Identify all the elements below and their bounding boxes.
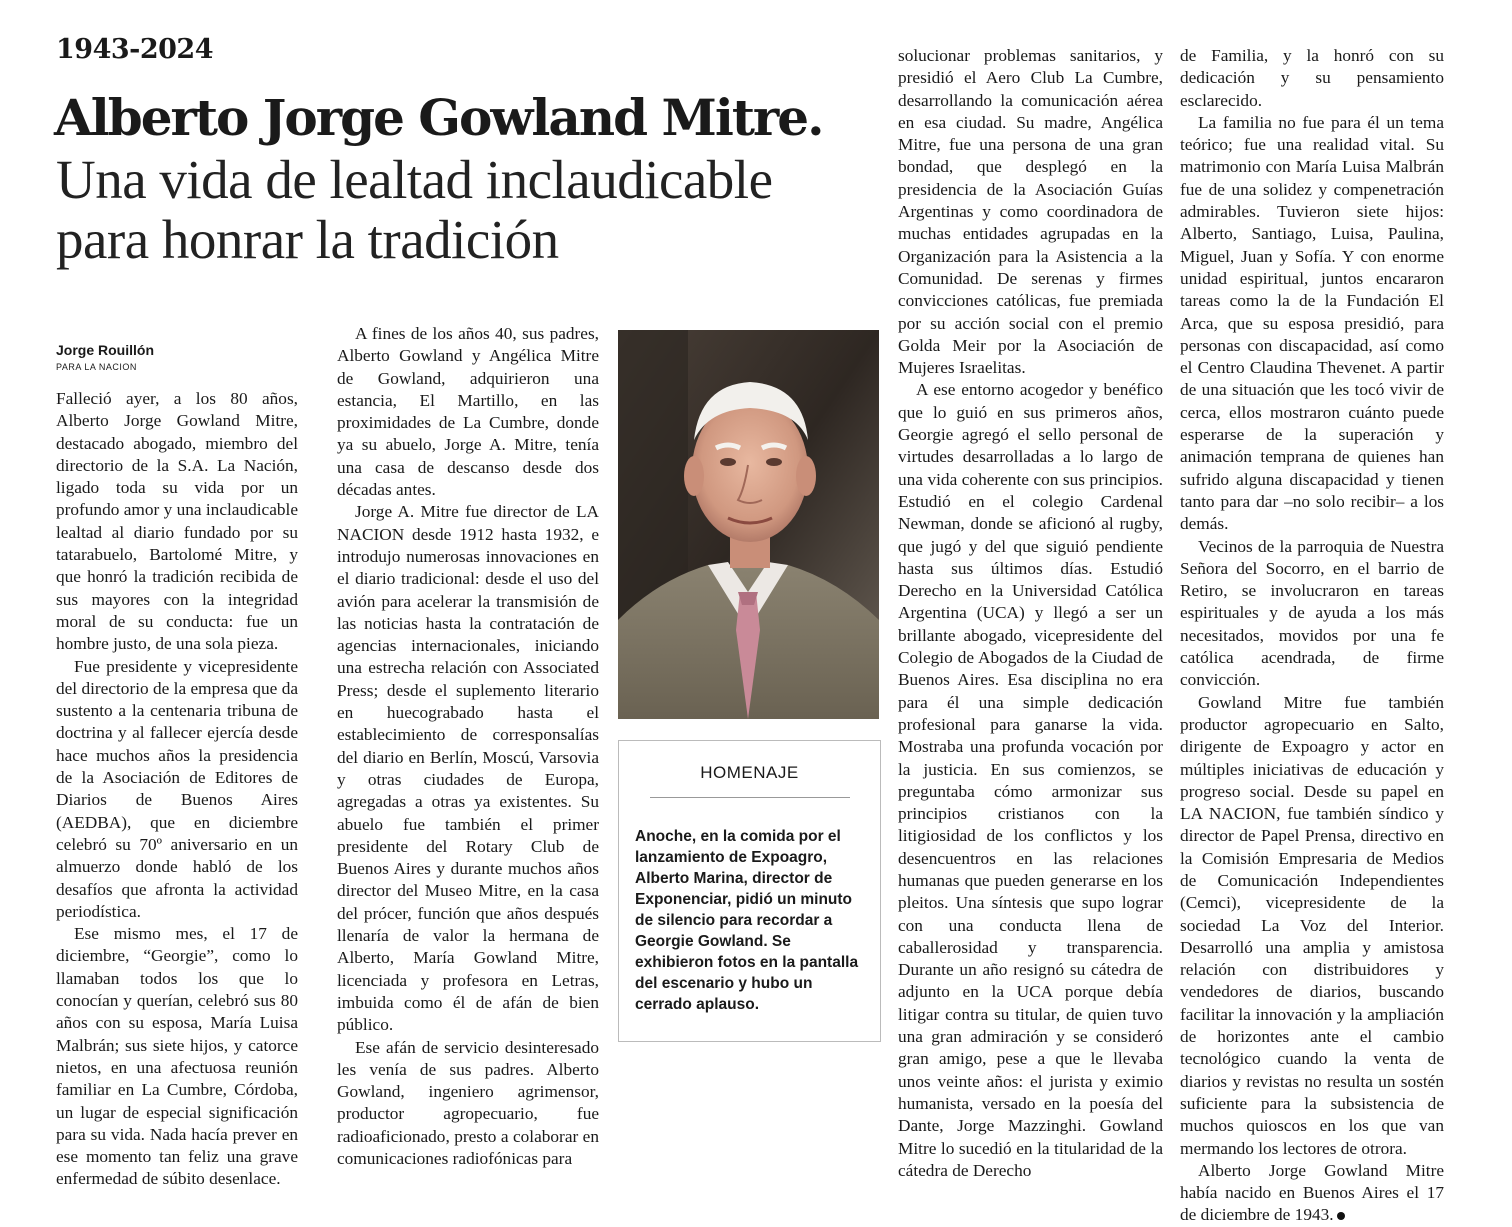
sidebar-text: Anoche, en la comida por el lanzamiento de Expoagro, Alberto Marina, director de Exponenciar, pidió un minuto de silencio para recordar a Georgie Gowland. Se exhibieron fotos en la pantalla del escenario y hubo un cerrado aplauso. bbox=[635, 828, 859, 1013]
article-column-4 bbox=[1180, 45, 1444, 1227]
dates-kicker: 1943-2024 bbox=[56, 34, 213, 65]
sidebar-divider bbox=[650, 797, 850, 798]
paragraph: de Familia, y la honró con su dedicación y su pensamiento esclarecido. bbox=[1180, 46, 1444, 110]
paragraph: Fue presidente y vicepresidente del directorio de la empresa que da sustento a la centenaria tribuna de doctrina y al fallecer ejercía desde hace muchos años la presidencia de la Asociación de Editores de Diarios de Buenos Aires (AEDBA), que en diciembre celebró su 70º aniversario en un almuerzo donde habló de los desafíos que afronta la actividad periodística. bbox=[56, 656, 298, 921]
portrait-illustration bbox=[618, 330, 879, 719]
byline-author: Jorge Rouillón bbox=[56, 342, 154, 358]
paragraph: La familia no fue para él un tema teórico; fue una realidad vital. Su matrimonio con María Luisa Malbrán fue de una solidez y compenetración admirables. Tuvieron siete hijos: Alberto, Santiago, Luisa, Paulina, Miguel, Juan y Sofía. Y con enorme unidad espiritual, juntos encararon tareas como la de la Fundación El Arca, que su esposa presidió, para personas con discapacidad, así como el Centro Claudina Thevenet. A partir de una situación que les tocó vivir de cerca, ellos mostraron cuánto puede esperarse de la superación y animación temprana de quienes han sufrido alguna discapacidad y tienen tanto para dar –no solo recibir– a los demás. bbox=[1180, 112, 1444, 534]
paragraph: A fines de los años 40, sus padres, Alberto Gowland y Angélica Mitre de Gowland, adquirieron una estancia, El Martillo, en las proximidades de La Cumbre, donde ya su abuelo, Jorge A. Mitre, tenía una casa de descanso desde dos décadas antes. bbox=[337, 324, 599, 500]
byline bbox=[56, 342, 154, 372]
headline-title: Alberto Jorge Gowland Mitre. bbox=[54, 88, 823, 147]
sidebar-label: HOMENAJE bbox=[700, 763, 799, 782]
paragraph: Vecinos de la parroquia de Nuestra Señora del Socorro, en el barrio de Retiro, se involucraron en tareas espirituales y de ayuda a los más necesitados, movidos por una fe católica acendrada, de firme convicción. bbox=[1180, 536, 1444, 690]
paragraph: Jorge A. Mitre fue director de LA NACION desde 1912 hasta 1932, e introdujo numerosas innovaciones en el diario tradicional: desde el uso del avión para acelerar la transmisión de las noticias hasta la contratación de agencias internacionales, iniciando una estrecha relación con Associated Press; desde el suplemento literario en huecograbado hasta el establecimiento de corresponsalías del diario en Berlín, Moscú, Varsovia y otras ciudades de Europa, agregadas a otras ya existentes. Su abuelo fue también el primer presidente del Rotary Club de Buenos Aires y durante muchos años director del Museo Mitre, en la casa del prócer, función que años después llenaría de valor la hermana de Alberto, María Gowland Mitre, licenciada y profesora en Letras, imbuida como él de afán de bien público. bbox=[337, 502, 599, 1035]
paragraph bbox=[1180, 1160, 1444, 1227]
article-column-2 bbox=[337, 323, 599, 1170]
homage-sidebar bbox=[618, 740, 881, 1042]
article-column-1 bbox=[56, 388, 298, 1191]
paragraph: Ese afán de servicio desinteresado les venía de sus padres. Alberto Gowland, ingeniero agrimensor, productor agropecuario, fue radioaficionado, presto a colaborar en comunicaciones radiofónicas para bbox=[337, 1037, 599, 1168]
portrait-photo bbox=[618, 330, 879, 719]
article-column-3 bbox=[898, 45, 1163, 1182]
paragraph: Gowland Mitre fue también productor agropecuario en Salto, dirigente de Expoagro y actor en múltiples iniciativas de educación y progreso social. Desde su papel en LA NACION, fue también síndico y director de Papel Prensa, directivo en la Comisión Empresaria de Medios de Comunicación Independientes (Cemci), vicepresidente de la sociedad La Voz del Interior. Desarrolló una amplia y amistosa relación con distribuidores y vendedores de diarios, buscando facilitar la innovación y la ampliación de horizontes ante el cambio tecnológico cuando la venta de diarios y revistas no resulta un sostén suficiente para la subsistencia de muchos quioscos en los que van mermando los lectores de otrora. bbox=[1180, 692, 1444, 1158]
closing-paragraph-text: Alberto Jorge Gowland Mitre había nacido en Buenos Aires el 17 de diciembre de 1943. bbox=[1180, 1160, 1444, 1225]
paragraph: A ese entorno acogedor y benéfico que lo guió en sus primeros años, Georgie agregó el sello personal de virtudes desarrolladas a lo largo de una vida coherente con sus principios. Estudió en el colegio Cardenal Newman, donde se aficionó al rugby, que jugó y del que siguió pendiente hasta sus últimos días. Estudió Derecho en la Universidad Católica Argentina (UCA) y llegó a ser un brillante abogado, vicepresidente del Colegio de Abogados de la Ciudad de Buenos Aires. Esa disciplina no era para él una simple dedicación profesional para ganarse la vida. Mostraba una profunda vocación por la justicia. En sus comienzos, se preguntaba cómo armonizar sus principios cristianos con la litigiosidad de los conflictos y los desencuentros en las relaciones humanas que pueden generarse en los pleitos. Una síntesis que supo lograr con una conducta llena de caballerosidad y transparencia. Durante un año resignó su cátedra de adjunto en la UCA porque debía litigar contra su titular, de quien tuvo una gran admiración y se consideró gran amigo, pese a que le llevaba unos veinte años: el jurista y eximio humanista, versado en la poesía del Dante, Jorge Mazzinghi. Gowland Mitre lo sucedió en la titularidad de la cátedra de Derecho bbox=[898, 380, 1163, 1180]
byline-org: PARA LA NACION bbox=[56, 362, 137, 372]
paragraph: Ese mismo mes, el 17 de diciembre, “Georgie”, como lo llamaban todos los que lo conocían y querían, celebró sus 80 años con su esposa, María Luisa Malbrán; sus siete hijos, y catorce nietos, en una afectuosa reunión familiar en La Cumbre, Córdoba, un lugar de especial significación para su vida. Nada hacía prever en ese momento tan feliz una grave enfermedad de súbito desenlace. bbox=[56, 924, 298, 1189]
headline-subtitle: Una vida de lealtad inclaudicable para honrar la tradición bbox=[56, 149, 773, 270]
end-mark-icon bbox=[1337, 1212, 1345, 1220]
paragraph: solucionar problemas sanitarios, y presidió el Aero Club La Cumbre, desarrollando la comunicación aérea en esa ciudad. Su madre, Angélica Mitre, fue una persona de una gran bondad, que desplegó en la presidencia de la Asociación Guías Argentinas y como coordinadora de muchas entidades agrupadas en la Organización para la Asistencia a la Comunidad. De serenas y firmes convicciones católicas, fue premiada por su acción social con el premio Golda Meir por la Asociación de Mujeres Israelitas. bbox=[898, 46, 1163, 378]
paragraph: Falleció ayer, a los 80 años, Alberto Jorge Gowland Mitre, destacado abogado, miembro del directorio de la S.A. La Nación, ligado toda su vida por un profundo amor y una inclaudicable lealtad al diario fundado por su tatarabuelo, Bartolomé Mitre, y que honró la tradición recibida de sus mayores con la integridad moral de su conducta: fue un hombre justo, de una sola pieza. bbox=[56, 389, 298, 654]
